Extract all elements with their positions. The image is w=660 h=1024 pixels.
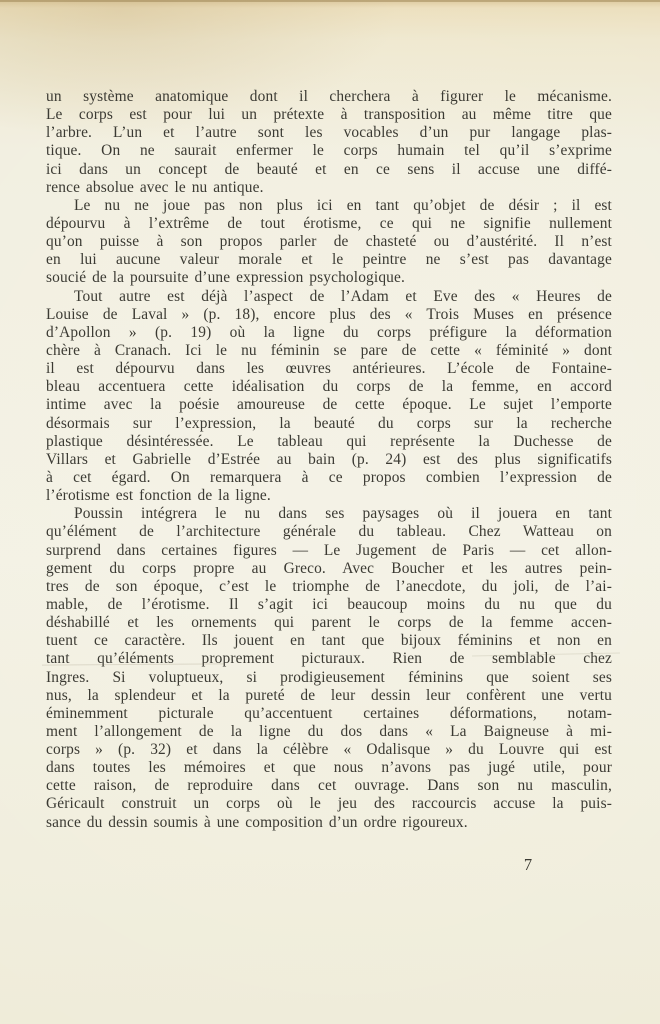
text-line: désormais sur l’expression, la beauté du corps sur la recherche bbox=[46, 414, 612, 432]
text-line: dans toutes les mémoires et que nous n’avons pas jugé utile, pour bbox=[46, 759, 612, 777]
text-line: éminemment picturale qu’accentuent certaines déformations, notam- bbox=[46, 704, 612, 722]
page-top-edge bbox=[0, 0, 660, 2]
text-line: d’Apollon » (p. 19) où la ligne du corps préfigure la déformation bbox=[46, 323, 612, 341]
text-line: rence absolue avec le nu antique. bbox=[46, 178, 264, 196]
text-line: tique. On ne saurait enfermer le corps humain tel qu’il s’exprime bbox=[46, 142, 612, 160]
text-line: Louise de Laval » (p. 18), encore plus des « Trois Muses en présence bbox=[46, 305, 612, 323]
text-line: qu’élément de l’architecture générale du tableau. Chez Watteau on bbox=[46, 523, 612, 541]
text-line: chère à Cranach. Ici le nu féminin se pare de cette « féminité » dont bbox=[46, 341, 612, 359]
text-line: intime avec la poésie amoureuse de cette époque. Le sujet l’emporte bbox=[46, 396, 612, 414]
text-line: bleau accentuera cette idéalisation du corps de la femme, en accord bbox=[46, 378, 612, 396]
text-line: nus, la splendeur et la pureté de leur dessin leur confèrent une vertu bbox=[46, 686, 612, 704]
text-line: Poussin intégrera le nu dans ses paysages où il jouera en tant bbox=[74, 505, 612, 523]
text-line: un système anatomique dont il cherchera à figurer le mécanisme. bbox=[46, 88, 612, 105]
text-line: mable, de l’érotisme. Il s’agit ici beaucoup moins du nu que du bbox=[46, 595, 612, 613]
text-line: cette raison, de reproduire dans cet ouvrage. Dans son nu masculin, bbox=[46, 777, 612, 795]
text-line: Le nu ne joue pas non plus ici en tant qu’objet de désir ; il est bbox=[74, 196, 612, 214]
text-line: corps » (p. 32) et dans la célèbre « Odalisque » du Louvre qui est bbox=[46, 741, 612, 759]
body-text bbox=[46, 88, 612, 832]
text-line: Tout autre est déjà l’aspect de l’Adam et Eve des « Heures de bbox=[74, 287, 612, 305]
text-line: à cet égard. On remarquera à ce propos combien l’expression de bbox=[46, 468, 612, 486]
text-line: Villars et Gabrielle d’Estrée au bain (p. 24) est des plus significatifs bbox=[46, 450, 612, 468]
text-line: ment l’allongement de la ligne du dos dans « La Baigneuse à mi- bbox=[46, 722, 612, 740]
text-line: Géricault construit un corps où le jeu des raccourcis accuse la puis- bbox=[46, 795, 612, 813]
text-line: tant qu’éléments proprement picturaux. Rien de semblable chez bbox=[46, 650, 612, 668]
text-line: soucié de la poursuite d’une expression psychologique. bbox=[46, 269, 405, 287]
text-line: gement du corps propre au Greco. Avec Boucher et les autres pein- bbox=[46, 559, 612, 577]
text-line: surprend dans certaines figures — Le Jugement de Paris — cet allon- bbox=[46, 541, 612, 559]
text-line: il est dépourvu dans les œuvres antérieures. L’école de Fontaine- bbox=[46, 360, 612, 378]
text-line: Le corps est pour lui un prétexte à transposition au même titre que bbox=[46, 106, 612, 124]
text-line: en lui aucune valeur morale et le peintre ne s’est pas davantage bbox=[46, 251, 612, 269]
text-line: sance du dessin soumis à une composition d’un ordre rigoureux. bbox=[46, 813, 468, 831]
text-line: tuent ce caractère. Ils jouent en tant que bijoux féminins et non en bbox=[46, 632, 612, 650]
text-line: déshabillé et les ornements qui parent le corps de la femme accen- bbox=[46, 614, 612, 632]
text-line: ici dans un concept de beauté et en ce sens il accuse une diffé- bbox=[46, 160, 612, 178]
text-line: l’arbre. L’un et l’autre sont les vocables d’un pur langage plas- bbox=[46, 124, 612, 142]
text-line: l’érotisme est fonction de la ligne. bbox=[46, 487, 271, 505]
text-line: tres de son époque, c’est le triomphe de l’anecdote, du joli, de l’ai- bbox=[46, 577, 612, 595]
text-line: plastique désintéressée. Le tableau qui représente la Duchesse de bbox=[46, 432, 612, 450]
text-line: dépourvu à l’extrême de tout érotisme, ce qui ne signifie nullement bbox=[46, 214, 612, 232]
text-line: qu’on puisse à son propos parler de chasteté ou d’austérité. Il n’est bbox=[46, 233, 612, 251]
page-number: 7 bbox=[523, 855, 533, 874]
text-line: Ingres. Si voluptueux, si prodigieusement féminins que soient ses bbox=[46, 668, 612, 686]
